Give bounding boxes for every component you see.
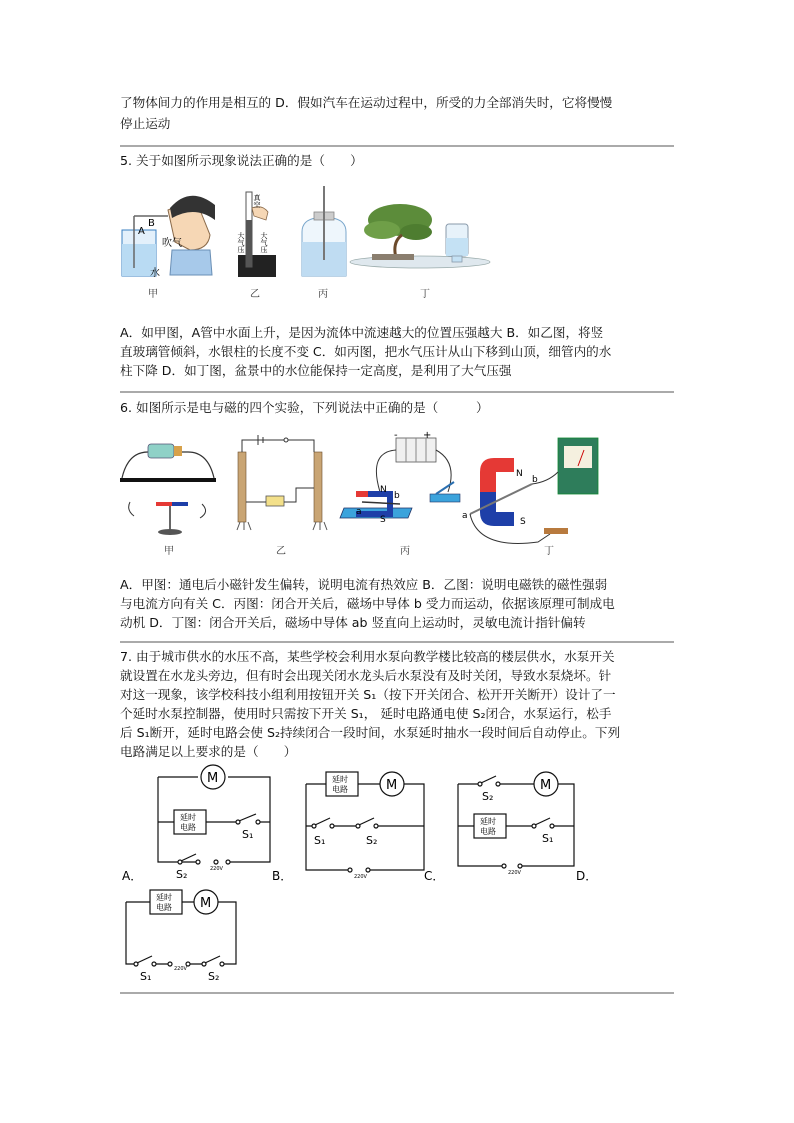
voltage-a: 220V (210, 866, 223, 872)
q5-option-line-3: 柱下降 D．如丁图，盆景中的水位能保持一定高度，是利用了大气压强 (120, 363, 512, 378)
label-n2: N (516, 469, 523, 479)
option-d-label: D． (576, 869, 598, 883)
caption-jia: 甲 (148, 289, 158, 300)
label-b: B (148, 218, 155, 229)
q6-fig-jia (120, 444, 216, 557)
label-atm-right: 大气压 (260, 232, 268, 253)
label-atm-left: 大气压 (237, 232, 245, 253)
circuit-d (126, 890, 236, 966)
q5-stem: 5. 关于如图所示现象说法正确的是（ ） (120, 153, 363, 168)
label-a: a (356, 507, 362, 517)
label-s: S (380, 515, 386, 525)
q6-fig-yi (237, 435, 327, 557)
q7-stem-line-1: 7. 由于城市供水的水压不高，某些学校会利用水泵向教学楼比较高的楼层供水，水泵开关 (120, 649, 615, 664)
s2-c: S₂ (482, 790, 494, 803)
q7-stem-line-5: 后 S₁断开，延时电路会使 S₂持续闭合一段时间，水泵延时抽水一段时间后自动停止。下列 (120, 725, 621, 740)
divider (120, 992, 674, 994)
caption-bing: 丙 (400, 546, 410, 557)
q5-fig-bing (302, 186, 346, 300)
delay-b-bottom: 电路 (332, 785, 348, 794)
s1-a: S₁ (242, 828, 254, 841)
caption-bing: 丙 (318, 289, 328, 300)
s1-c: S₁ (542, 832, 554, 845)
q5-fig-yi (237, 192, 276, 300)
delay-c-top: 延时 (480, 817, 496, 826)
label-n: N (380, 485, 387, 495)
motor-d: M (200, 896, 212, 911)
label-water: 水 (150, 268, 160, 279)
s2-b: S₂ (366, 834, 378, 847)
caption-yi: 乙 (250, 289, 260, 300)
q5-option-line-1: A．如甲图，A管中水面上升，是因为流体中流速越大的位置压强越大 B．如乙图，将竖 (120, 325, 604, 340)
motor-a: M (207, 771, 219, 786)
q6-option-line-1: A．甲图：通电后小磁针发生偏转，说明电流有热效应 B．乙图：说明电磁铁的磁性强弱 (120, 577, 608, 592)
s2-a: S₂ (176, 868, 188, 881)
caption-ding: 丁 (420, 289, 430, 300)
label-blow: 吹气 (162, 238, 182, 249)
voltage-d: 220V (174, 966, 187, 972)
q6-figure (118, 432, 638, 562)
delay-d-bottom: 电路 (156, 903, 172, 912)
q7-stem-line-6: 电路满足以上要求的是（ ） (120, 744, 297, 759)
q5-fig-ding (350, 204, 490, 300)
q6-fig-ding (462, 438, 598, 557)
caption-jia: 甲 (164, 546, 174, 557)
q5-fig-jia (122, 196, 215, 300)
q5-figure (120, 180, 500, 305)
q5-option-line-2: 直玻璃管倾斜，水银柱的长度不变 C．如丙图，把水气压计从山下移到山顶，细管内的水 (120, 344, 612, 359)
divider (120, 391, 674, 393)
q7-stem-line-4: 个延时水泵控制器，使用时只需按下开关 S₁， 延时电路通电使 S₂闭合，水泵运行，松手 (120, 706, 612, 721)
motor-c: M (540, 778, 552, 793)
voltage-b: 220V (354, 874, 367, 880)
caption-ding: 丁 (544, 546, 554, 557)
s1-d: S₁ (140, 970, 152, 983)
circuit-c (458, 772, 574, 868)
s2-d: S₂ (208, 970, 220, 983)
q6-stem: 6. 如图所示是电与磁的四个实验，下列说法中正确的是（ ） (120, 400, 489, 415)
q6-option-line-3: 动机 D．丁图：闭合开关后，磁场中导体 ab 竖直向上运动时，灵敏电流计指针偏转 (120, 615, 586, 630)
q7-stem-line-3: 对这一现象，该学校科技小组利用按钮开关 S₁（按下开关闭合、松开开关断开）设计了一 (120, 687, 616, 702)
q4-line-1: 了物体间力的作用是相互的 D．假如汽车在运动过程中，所受的力全部消失时，它将慢慢 (120, 95, 613, 110)
motor-b: M (386, 778, 398, 793)
divider (120, 641, 674, 643)
option-a-label: A． (122, 869, 143, 883)
option-b-label: B． (272, 869, 293, 883)
label-a2: a (462, 511, 468, 521)
option-c-label: C． (424, 869, 445, 883)
delay-a-bottom: 电路 (180, 823, 196, 832)
label-plus: + (423, 430, 432, 441)
divider (120, 145, 674, 147)
q7-circuits (118, 760, 678, 990)
delay-a-top: 延时 (180, 813, 196, 822)
s1-b: S₁ (314, 834, 326, 847)
delay-d-top: 延时 (156, 893, 172, 902)
label-vacuum: 真空 (253, 194, 261, 208)
q7-stem-line-2: 就设置在水龙头旁边，但有时会出现关闭水龙头后水泵没有及时关闭，导致水泵烧坏。针 (120, 668, 612, 683)
q4-line-2: 停止运动 (120, 116, 171, 131)
label-minus: - (394, 430, 398, 441)
label-a: A (138, 226, 145, 237)
delay-c-bottom: 电路 (480, 827, 496, 836)
q6-fig-bing (340, 430, 460, 557)
caption-yi: 乙 (276, 546, 286, 557)
voltage-c: 220V (508, 870, 521, 876)
delay-b-top: 延时 (332, 775, 348, 784)
label-b2: b (532, 475, 538, 485)
label-b: b (394, 491, 400, 501)
circuit-b (306, 772, 424, 872)
q6-option-line-2: 与电流方向有关 C．丙图：闭合开关后，磁场中导体 b 受力而运动，依据该原理可制成电 (120, 596, 615, 611)
label-s2: S (520, 517, 526, 527)
